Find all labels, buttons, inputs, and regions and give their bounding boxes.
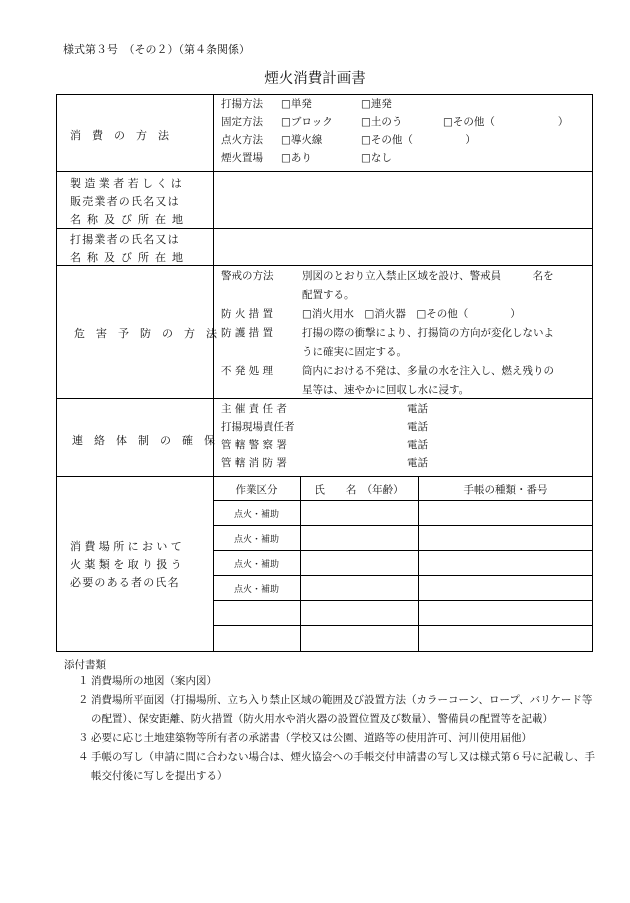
attachment-num: ４ — [78, 751, 89, 763]
row-divider — [56, 476, 593, 477]
contact-label: 連 絡 体 制 の 確 保 — [72, 434, 215, 447]
attachment-text: 消費場所平面図（打揚場所、立ち入り禁止区域の範囲及び設置方法（カラーコーン、ロープ、バリケード等の配置）、保安距離、防火措置（防火用水や消火器の設置位置及び数量）、警備員の配置等を記載） — [91, 694, 593, 725]
ignition-method-other: □その他（ ） — [361, 134, 476, 146]
launch-method-name: 打揚方法 — [221, 98, 263, 110]
hazard-item-text: うに確実に固定する。 — [302, 346, 407, 358]
attachment-item — [78, 672, 598, 691]
launch-method-single: □単発 — [281, 98, 312, 110]
handlers-label-line3: 必要のある者の氏名 — [70, 576, 180, 589]
grid-line — [213, 575, 593, 576]
document-title: 煙火消費計画書 — [264, 71, 366, 87]
contact-tel-label: 電話 — [407, 457, 428, 469]
contact-tel-label: 電話 — [407, 403, 428, 415]
contact-tel-label: 電話 — [407, 439, 428, 451]
attachment-num: ２ — [78, 694, 89, 706]
hazard-item-text: 星等は、速やかに回収し水に浸す。 — [302, 384, 470, 396]
work-cell: 点火・補助 — [233, 535, 279, 545]
contact-role: 管 轄 消 防 署 — [221, 457, 287, 469]
attachment-text: 消費場所の地図（案内図） — [91, 675, 217, 687]
fixing-method-block: □ブロック — [281, 116, 333, 128]
attachment-text: 必要に応じ土地建築物等所有者の承諾書（学校又は公園、道路等の使用許可、河川使用届他） — [91, 732, 532, 744]
contact-role: 打揚現場責任者 — [221, 421, 295, 433]
hazard-item-name: 防 火 措 置 — [221, 308, 274, 320]
ignition-method-name: 点火方法 — [221, 134, 263, 146]
grid-line — [213, 550, 593, 551]
launcher-label-line1: 打揚業者の氏名又は — [70, 233, 180, 246]
manufacturer-label-line1: 製造業者若しくは — [70, 177, 186, 190]
attachment-item — [78, 691, 598, 729]
storage-no: □なし — [361, 152, 392, 164]
row-divider — [56, 265, 593, 266]
row-divider — [56, 228, 593, 229]
grid-line — [213, 625, 593, 626]
hazard-item-text: 配置する。 — [302, 289, 355, 301]
attachment-item — [78, 748, 598, 786]
handlers-label-line2: 火薬類を取り扱う — [70, 558, 186, 571]
hazard-item-text: 別図のとおり立入禁止区域を設け、警戒員 名を — [302, 270, 554, 282]
contact-tel-label: 電話 — [407, 421, 428, 433]
attachment-num: ３ — [78, 732, 89, 744]
hazard-item-name: 警戒の方法 — [221, 270, 274, 282]
attachment-num: １ — [78, 675, 89, 687]
hazard-item-name: 不 発 処 理 — [221, 365, 274, 377]
col-header-name: 氏 名 （年齢） — [314, 484, 404, 496]
work-cell: 点火・補助 — [233, 585, 279, 595]
row-divider — [56, 171, 593, 172]
contact-role: 管 轄 警 察 署 — [221, 439, 287, 451]
manufacturer-label-line3: 名称及び所在地 — [70, 213, 189, 226]
fixing-method-other: □その他（ ） — [443, 116, 569, 128]
grid-line — [300, 476, 301, 652]
work-cell: 点火・補助 — [233, 560, 279, 570]
grid-line — [213, 600, 593, 601]
grid-line — [213, 525, 593, 526]
col-header-license: 手帳の種類・番号 — [463, 484, 548, 496]
consumption-label: 消 費 の 方 法 — [70, 129, 169, 142]
attachments-title: 添付書類 — [64, 659, 106, 671]
hazard-item-text: 打揚の際の衝撃により、打揚筒の方向が変化しないよ — [302, 327, 554, 339]
contact-role: 主 催 責 任 者 — [221, 403, 287, 415]
launcher-label-line2: 名称及び所在地 — [70, 251, 189, 264]
hazard-item-text: □消火用水 □消火器 □その他（ ） — [302, 308, 521, 320]
hazard-item-name: 防 護 措 置 — [221, 327, 274, 339]
storage-yes: □あり — [281, 152, 312, 164]
attachment-text: 手帳の写し（申請に間に合わない場合は、煙火協会への手帳交付申請書の写し又は様式第６号に記載し、手帳交付後に写しを提出する） — [91, 751, 595, 782]
fixing-method-name: 固定方法 — [221, 116, 263, 128]
grid-line — [418, 476, 419, 652]
launch-method-series: □連発 — [361, 98, 392, 110]
form-id: 様式第３号 （その２）（第４条関係） — [63, 43, 250, 56]
attachment-item — [78, 729, 598, 748]
col-header-work: 作業区分 — [235, 484, 278, 496]
hazard-label: 危 害 予 防 の 方 法 — [74, 327, 217, 340]
manufacturer-label-line2: 販売業者の氏名又は — [70, 195, 180, 208]
grid-line — [213, 500, 593, 501]
row-divider — [56, 398, 593, 399]
fixing-method-sandbag: □土のう — [361, 116, 403, 128]
handlers-label-line1: 消費場所において — [70, 540, 186, 553]
hazard-item-text: 筒内における不発は、多量の水を注入し、燃え残りの — [302, 365, 554, 377]
storage-name: 煙火置場 — [221, 152, 263, 164]
work-cell: 点火・補助 — [233, 510, 279, 520]
ignition-method-fuse: □導火線 — [281, 134, 323, 146]
